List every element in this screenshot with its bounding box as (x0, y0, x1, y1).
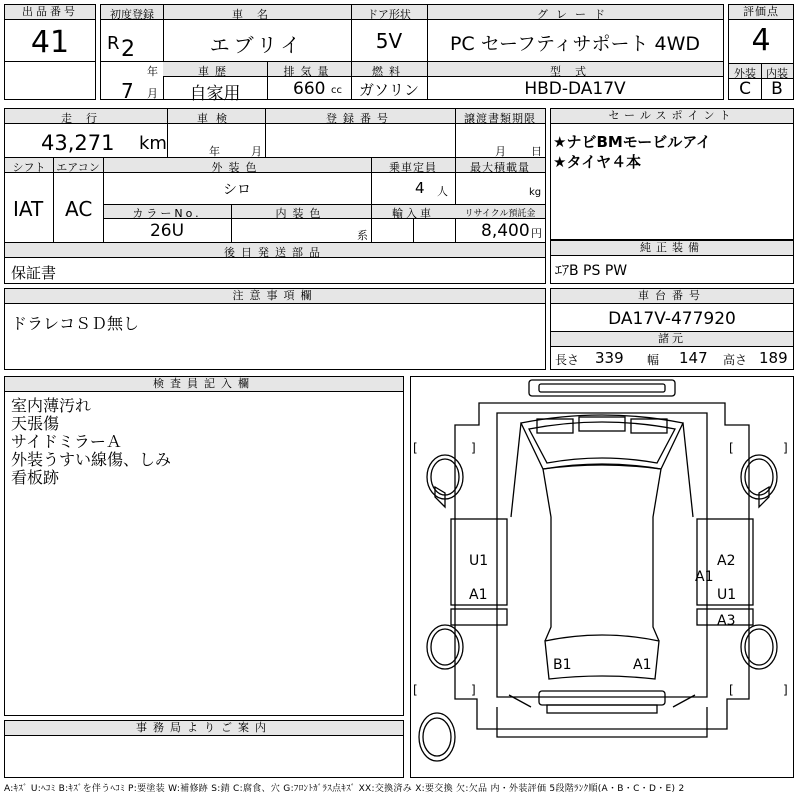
load-unit: kg (529, 187, 542, 198)
sales-points-label: セールスポイント (551, 109, 793, 124)
sales-point-2: ★タイヤ４本 (553, 153, 642, 171)
damage-mark: A2 (717, 553, 736, 569)
first-reg-label: 初度登録 (110, 8, 154, 21)
height-value: 189 (759, 349, 788, 367)
damage-mark: A1 (469, 587, 488, 603)
era: R (107, 33, 120, 54)
ac-label: エアコン (56, 161, 100, 174)
transfer-month-unit: 月 (495, 145, 506, 158)
displacement-label: 排気量 (283, 65, 335, 78)
int-color-label: 内装色 (275, 207, 327, 220)
mileage-label: 走行 (61, 112, 111, 125)
mileage: 43,271 (41, 131, 115, 155)
bracket-mark: [ (413, 683, 418, 697)
score-label: 評価点 (729, 5, 793, 20)
capacity: 4 (415, 179, 425, 197)
length-value: 339 (595, 349, 624, 367)
bracket-mark: ] (471, 441, 476, 455)
chassis-number: DA17V-477920 (608, 309, 736, 329)
damage-mark: A1 (695, 569, 714, 585)
sales-points-box (550, 108, 794, 240)
damage-mark: A1 (633, 657, 652, 673)
reg-year: 2 (121, 37, 135, 62)
int-grade: B (771, 79, 783, 99)
score: 4 (751, 23, 771, 58)
recycle-label: リサイクル預託金 (464, 209, 536, 219)
inspection-label: 車検 (197, 112, 235, 125)
bracket-mark: [ (413, 441, 418, 455)
fuel-label: 燃料 (372, 65, 406, 78)
chassis-label: 車台番号 (551, 289, 793, 304)
car-diagram (410, 376, 794, 778)
ext-color-label: 外装色 (211, 161, 263, 174)
office-box (4, 720, 404, 778)
load-label: 最大積載量 (470, 161, 530, 174)
inspector-line: 外装うすい線傷、しみ (11, 450, 172, 469)
mileage-unit: km (139, 133, 167, 154)
inspector-line: 看板跡 (11, 468, 60, 487)
reg-year-unit: 年 (147, 65, 158, 78)
history: 自家用 (189, 84, 241, 104)
ac: AC (65, 197, 93, 221)
history-label: 車歴 (198, 65, 232, 78)
fuel: ガソリン (358, 81, 419, 99)
ext-grade: C (739, 79, 751, 99)
damage-mark: U1 (717, 587, 737, 603)
color-no-label: カラーNo. (132, 207, 202, 220)
dims-label: 諸元 (551, 332, 793, 347)
main-header-box (100, 4, 724, 104)
shift-label: シフト (12, 161, 46, 174)
office-label: 事務局よりご案内 (5, 721, 403, 736)
displacement: 660 (293, 79, 326, 99)
notes-value: ドラレコＳＤ無し (11, 314, 140, 333)
color-no: 26U (149, 221, 185, 241)
recycle: 8,400 (481, 221, 530, 241)
int-color-unit: 系 (357, 229, 368, 242)
bracket-mark: ] (783, 441, 788, 455)
capacity-label: 乗車定員 (389, 161, 437, 174)
legend: A:ｷｽﾞ U:ﾍｺﾐ B:ｷｽﾞを伴うﾍｺﾐ P:要塗装 W:補修跡 S:錆 C:腐食、穴 G:ﾌﾛﾝﾄｶﾞﾗｽ点ｷｽﾞ XX:交換済み X:要交換 欠:欠品 内・外装評価 5段階ﾗﾝｸ順(A・B・C・D・E) 2 (4, 784, 685, 794)
model-code: HBD-DA17V (524, 79, 626, 99)
spec-box (4, 108, 546, 284)
bracket-mark: [ (729, 441, 734, 455)
car-name: エブリイ (209, 33, 305, 57)
inspection-year-unit: 年 (209, 145, 220, 158)
ext-color: シロ (223, 182, 251, 198)
notes-box (4, 288, 546, 370)
inspector-box (4, 376, 404, 716)
score-box (728, 4, 794, 100)
damage-mark: A3 (717, 613, 736, 629)
door-type: 5V (375, 29, 403, 53)
transfer-day-unit: 日 (531, 145, 542, 158)
bracket-mark: ] (783, 683, 788, 697)
height-label: 高さ (723, 353, 748, 367)
shift: IAT (13, 197, 44, 221)
inspection-month-unit: 月 (251, 145, 262, 158)
inspector-line: 天張傷 (11, 414, 60, 433)
notes-label: 注意事項欄 (5, 289, 545, 304)
inspector-line: 室内薄汚れ (11, 396, 92, 415)
grade: PC セーフティサポート 4WD (449, 33, 701, 55)
equipment-value: ｴｱB PS PW (555, 263, 628, 279)
bracket-mark: ] (471, 683, 476, 697)
displacement-unit: cc (331, 85, 342, 96)
chassis-box (550, 288, 794, 370)
int-label: 内装 (766, 67, 788, 80)
later-parts-label: 後日発送部品 (224, 246, 326, 259)
later-parts: 保証書 (11, 264, 57, 282)
car-name-label: 車名 (232, 8, 282, 21)
equipment-label: 純正装備 (551, 241, 793, 256)
model-label: 型式 (550, 65, 600, 78)
grade-label: グレード (537, 8, 613, 21)
recycle-unit: 円 (531, 227, 542, 240)
length-label: 長さ (555, 353, 580, 367)
regno-label: 登録番号 (326, 112, 394, 125)
damage-mark: B1 (553, 657, 572, 673)
sales-point-1: ★ナビBMモービルアイ (553, 133, 711, 151)
capacity-unit: 人 (437, 185, 448, 198)
ext-label: 外装 (734, 67, 756, 80)
reg-month-unit: 月 (147, 87, 158, 100)
import-label: 輸入車 (392, 207, 434, 220)
lot-label: 出品番号 (5, 5, 95, 20)
damage-mark: U1 (469, 553, 489, 569)
inspector-label: 検査員記入欄 (5, 377, 403, 392)
door-label: ドア形状 (367, 8, 411, 21)
width-label: 幅 (647, 353, 660, 367)
lot-number: 41 (30, 25, 70, 60)
equipment-box (550, 240, 794, 284)
width-value: 147 (679, 349, 708, 367)
transfer-label: 譲渡書類期限 (464, 112, 536, 125)
reg-month: 7 (121, 79, 134, 103)
inspector-line: サイドミラーＡ (11, 432, 122, 451)
lot-box (4, 4, 96, 100)
car-outline (411, 377, 793, 777)
bracket-mark: [ (729, 683, 734, 697)
